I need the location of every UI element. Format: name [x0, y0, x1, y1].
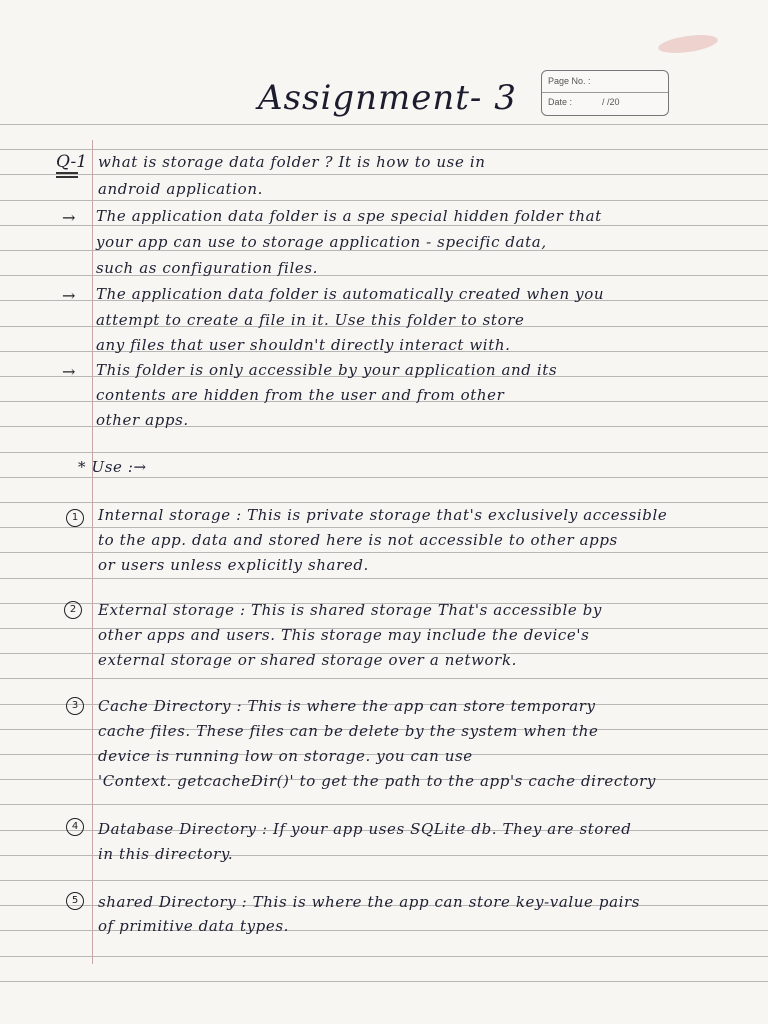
ruled-line	[0, 804, 768, 805]
item-line: cache files. These files can be delete by the system when the	[98, 722, 599, 740]
ruled-line	[0, 225, 768, 226]
answer-line: The application data folder is a spe special hidden folder that	[96, 207, 602, 225]
item-number-5: 5	[66, 892, 84, 910]
ruled-line	[0, 578, 768, 579]
item-line: shared Directory : This is where the app can store key-value pairs	[98, 893, 641, 911]
ruled-line	[0, 502, 768, 503]
page-title: Assignment- 3	[258, 78, 517, 118]
ruled-line	[0, 880, 768, 881]
page-no-label: Page No. :	[548, 76, 591, 86]
margin-line	[92, 140, 93, 964]
question-line-1: what is storage data folder ? It is how to use in	[98, 153, 486, 171]
answer-line: your app can use to storage application - specific data,	[96, 233, 547, 251]
item-line: Database Directory : If your app uses SQLite db. They are stored	[98, 820, 632, 838]
ruled-line	[0, 981, 768, 982]
item-line: 'Context. getcacheDir()' to get the path to the app's cache directory	[98, 772, 656, 790]
item-line: External storage : This is shared storage That's accessible by	[98, 601, 602, 619]
item-line: or users unless explicitly shared.	[98, 556, 369, 574]
item-line: Internal storage : This is private storage that's exclusively accessible	[98, 506, 668, 524]
question-number: Q-1	[56, 152, 88, 172]
question-number-underline	[56, 172, 78, 174]
item-line: device is running low on storage. you can use	[98, 747, 473, 765]
answer-line: other apps.	[96, 411, 189, 429]
ruled-line	[0, 678, 768, 679]
ruled-line	[0, 956, 768, 957]
answer-arrow: →	[62, 362, 76, 381]
item-number-4: 4	[66, 818, 84, 836]
item-line: other apps and users. This storage may include the device's	[98, 626, 590, 644]
answer-line: contents are hidden from the user and from other	[96, 386, 505, 404]
ruled-line	[0, 149, 768, 150]
item-line: to the app. data and stored here is not accessible to other apps	[98, 531, 618, 549]
item-number-2: 2	[64, 601, 82, 619]
date-label: Date :	[548, 97, 573, 107]
ruled-line	[0, 174, 768, 175]
date-value: / /20	[602, 97, 620, 107]
item-line: Cache Directory : This is where the app can store temporary	[98, 697, 596, 715]
item-line: external storage or shared storage over a network.	[98, 651, 517, 669]
box-divider	[542, 92, 668, 93]
answer-line: any files that user shouldn't directly interact with.	[96, 336, 511, 354]
answer-arrow: →	[62, 208, 76, 227]
answer-line: such as configuration files.	[96, 259, 318, 277]
ruled-line	[0, 477, 768, 478]
ruled-line	[0, 552, 768, 553]
answer-arrow: →	[62, 286, 76, 305]
item-number-3: 3	[66, 697, 84, 715]
ruled-line	[0, 527, 768, 528]
answer-line: attempt to create a file in it. Use this folder to store	[96, 311, 525, 329]
page-number-date-box	[541, 70, 669, 116]
ruled-line	[0, 452, 768, 453]
item-line: of primitive data types.	[98, 917, 290, 935]
ruled-line	[0, 124, 768, 125]
item-number-1: 1	[66, 509, 84, 527]
item-line: in this directory.	[98, 845, 234, 863]
question-line-2: android application.	[98, 180, 263, 198]
answer-line: The application data folder is automatically created when you	[96, 285, 605, 303]
ruled-line	[0, 200, 768, 201]
use-heading: * Use :→	[78, 458, 147, 476]
answer-line: This folder is only accessible by your application and its	[96, 361, 558, 379]
